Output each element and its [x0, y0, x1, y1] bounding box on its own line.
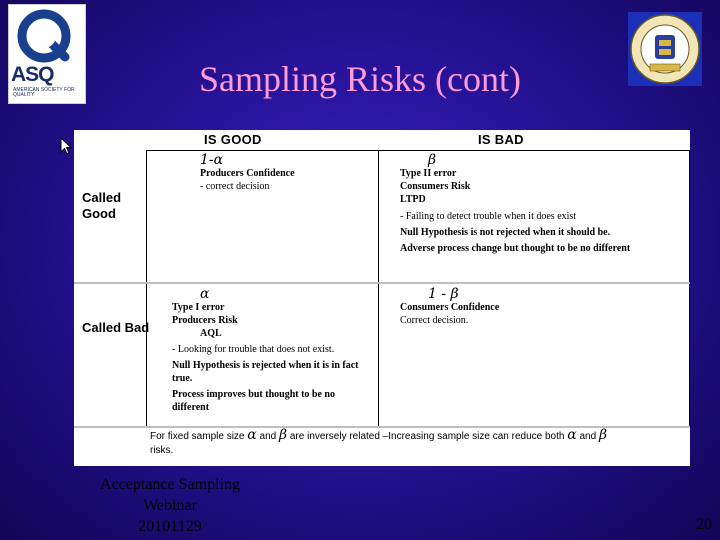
cell-line: Consumers Confidence — [400, 302, 500, 313]
cell-good-bad — [400, 154, 684, 255]
alpha-symbol: α — [567, 427, 577, 443]
cell-line: Producers Confidence — [200, 168, 295, 179]
cell-line: AQL — [200, 328, 222, 339]
symbol-beta: β — [428, 152, 437, 168]
footnote-text: risks. — [150, 445, 174, 456]
footnote-text: are inversely related –Increasing sample size can reduce both — [289, 431, 565, 442]
cell-line: Correct decision. — [400, 315, 469, 326]
asq-tagline: AMERICAN SOCIETY FOR QUALITY — [13, 87, 75, 98]
symbol-one-minus-alpha: 1-α — [200, 152, 224, 168]
footnote-text: and — [579, 431, 597, 442]
cell-line: Producers Risk — [172, 315, 238, 326]
col-header-is-bad: IS BAD — [478, 132, 524, 147]
cell-bad-good — [172, 288, 376, 414]
symbol-one-minus-beta: 1 - β — [428, 286, 459, 302]
table-footnote — [150, 428, 670, 458]
row-label-called-bad: Called Bad — [82, 320, 150, 335]
grid-line — [689, 150, 690, 426]
mouse-cursor-icon — [60, 137, 72, 155]
page-number: 20 — [696, 516, 712, 533]
col-header-is-good: IS GOOD — [204, 132, 262, 147]
footer-text — [70, 474, 270, 537]
grid-line — [146, 150, 690, 151]
cell-line: Process improves but thought to be no different — [172, 389, 335, 413]
cell-line: Consumers Risk — [400, 181, 471, 192]
footer-line: Acceptance Sampling — [100, 476, 240, 493]
slide-title: Sampling Risks (cont) — [199, 59, 521, 99]
cell-line: Adverse process change but thought to be no different — [400, 243, 631, 254]
footer-line: 20101129 — [138, 518, 202, 535]
cell-line: Null Hypothesis is rejected when it is in fact true. — [172, 360, 359, 384]
beta-symbol: β — [598, 427, 608, 443]
symbol-alpha: α — [200, 286, 210, 302]
cell-line: - Failing to detect trouble when it does exist — [400, 211, 577, 222]
footnote-text: For fixed sample size — [150, 431, 245, 442]
beta-symbol: β — [278, 427, 288, 443]
cell-line: - correct decision — [200, 181, 270, 192]
cell-line: Null Hypothesis is not rejected when it should be. — [400, 227, 611, 238]
asq-q-mark — [17, 9, 71, 63]
sampling-risks-table — [74, 130, 690, 466]
footer-line: Webinar — [143, 497, 197, 514]
row-label-called-good: Called Good — [82, 190, 122, 221]
cell-line: Type I error — [172, 302, 225, 313]
alpha-symbol: α — [247, 427, 257, 443]
cell-line: - Looking for trouble that does not exist. — [172, 344, 335, 355]
asq-wordmark: ASQ — [11, 63, 54, 86]
footnote-text: and — [259, 431, 277, 442]
grid-line — [378, 150, 379, 426]
cell-line: LTPD — [400, 194, 426, 205]
cell-bad-bad — [400, 288, 684, 327]
grid-line — [74, 282, 690, 284]
cell-good-good — [200, 154, 370, 193]
cell-line: Type II error — [400, 168, 457, 179]
